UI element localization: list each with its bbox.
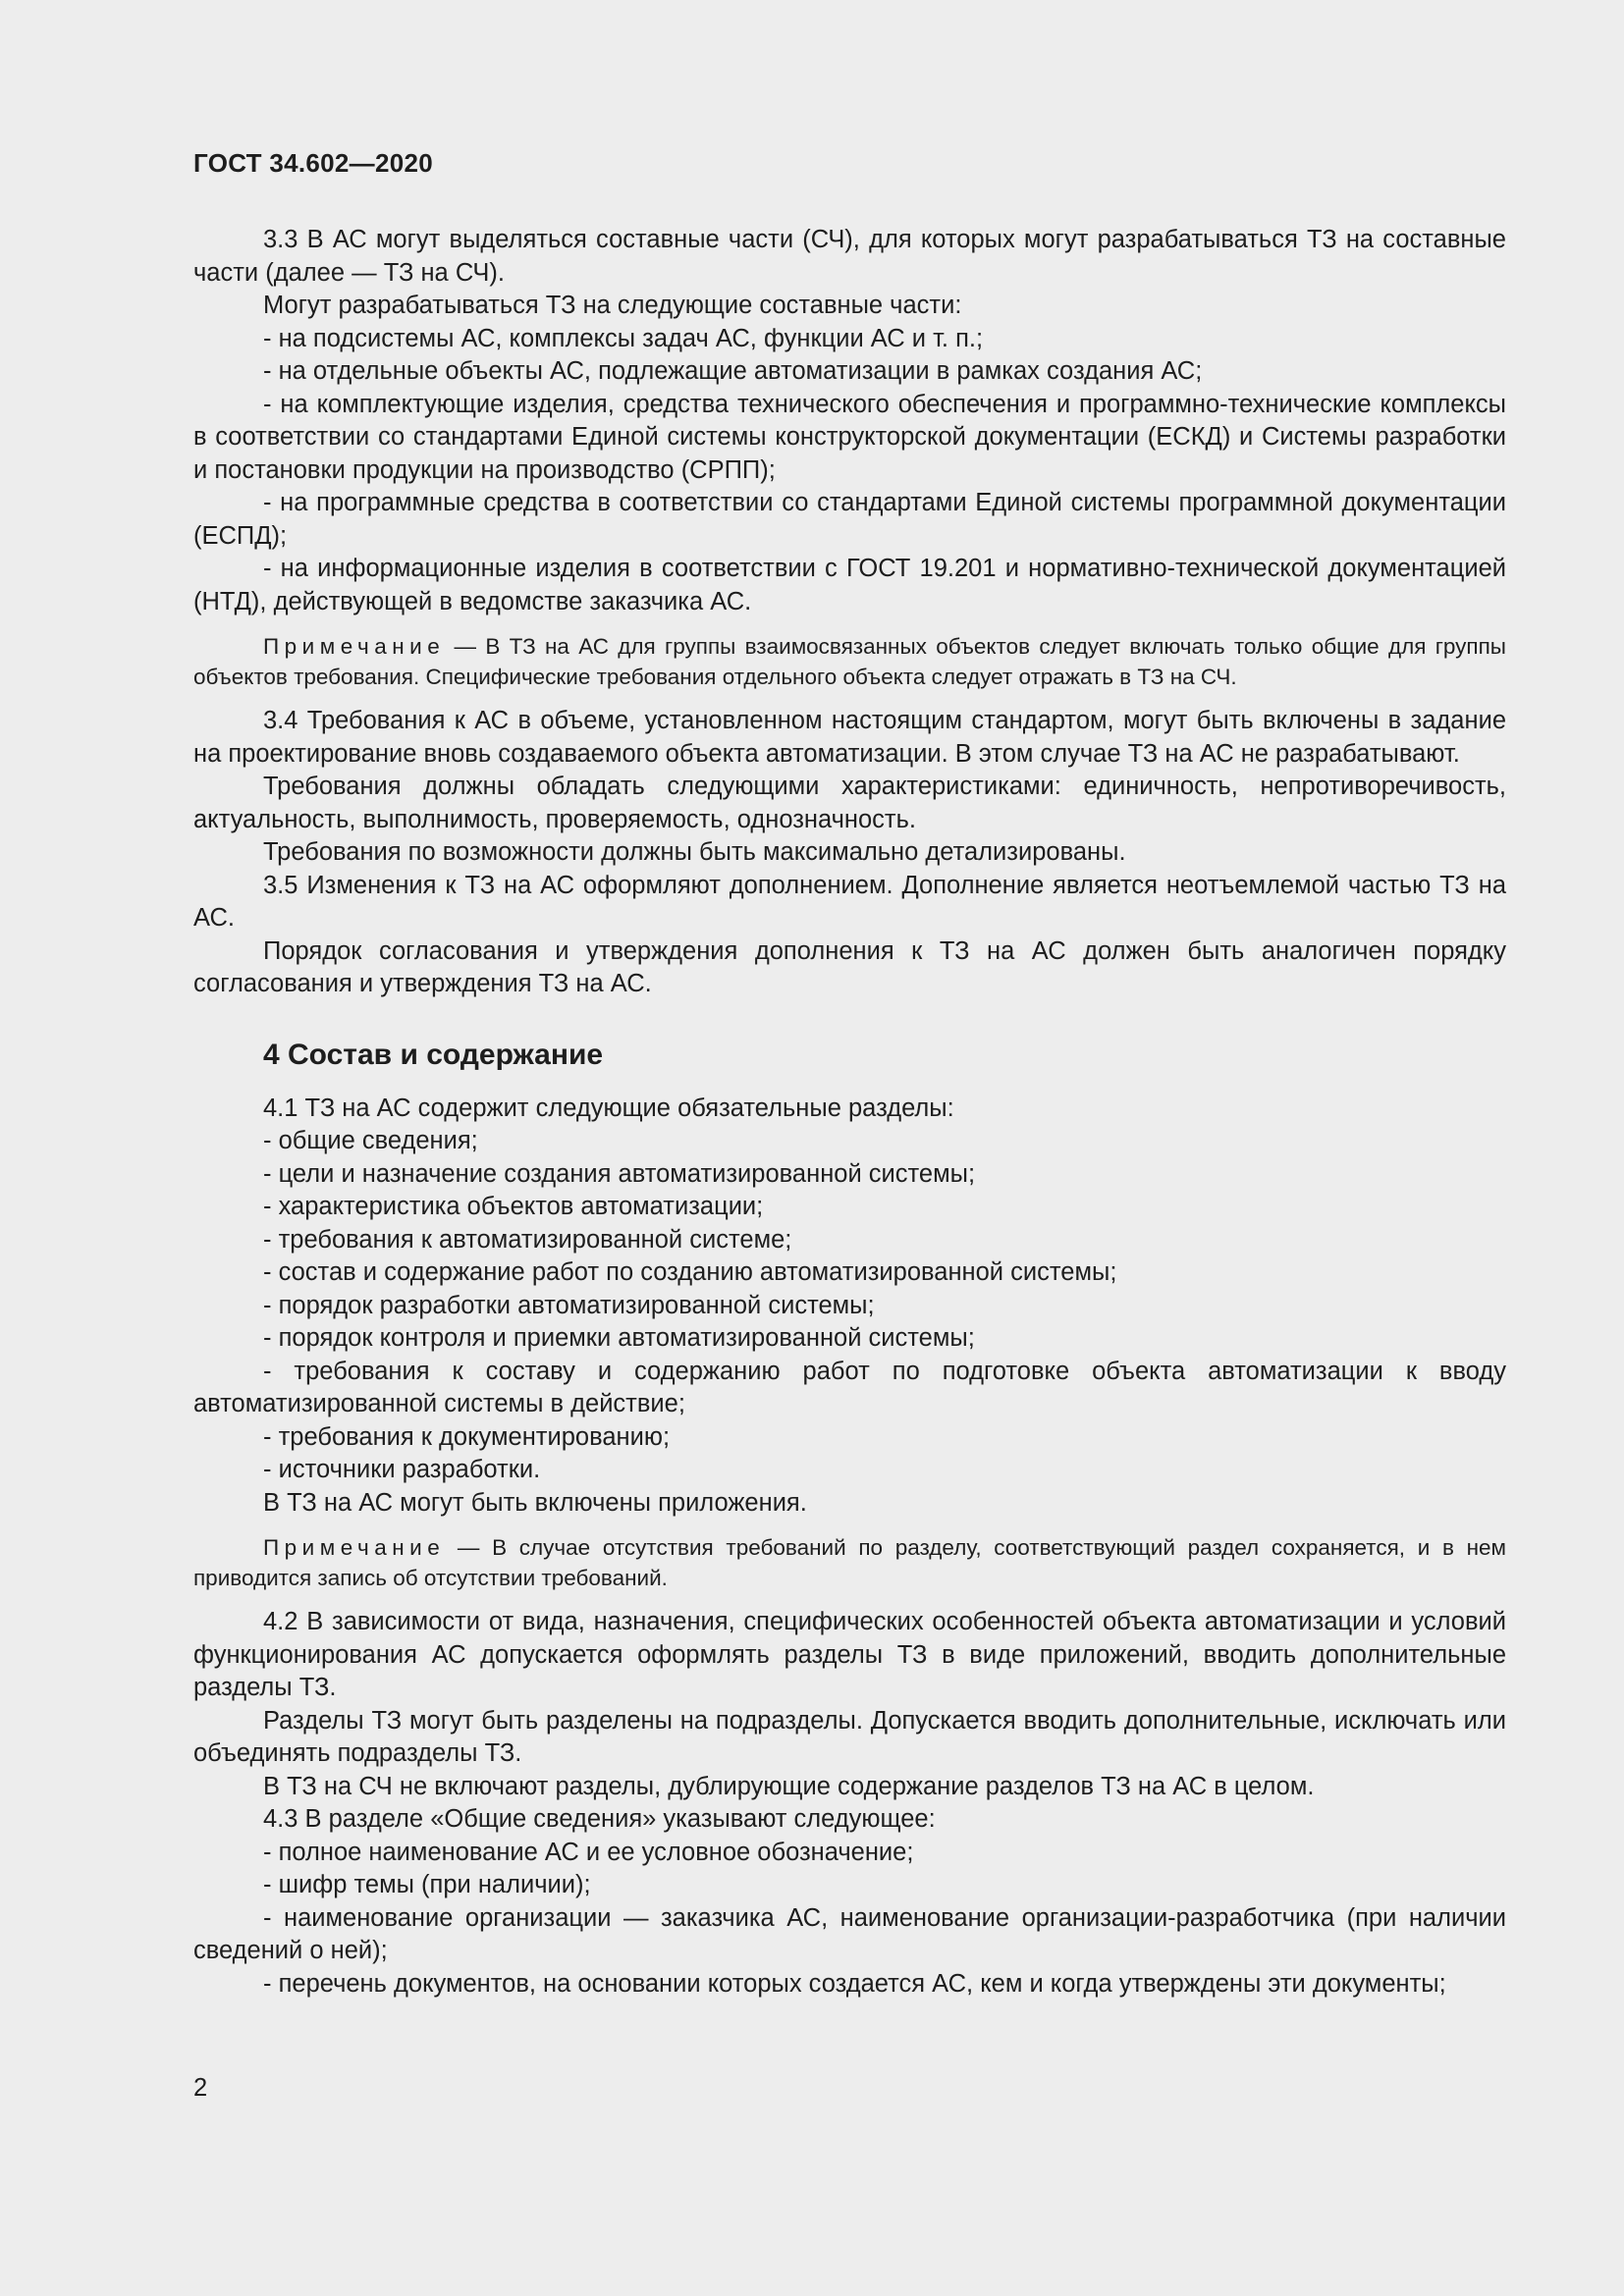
list-item: - источники разработки.: [263, 1456, 541, 1483]
paragraph: В ТЗ на СЧ не включают разделы, дублирующие содержание разделов ТЗ на АС в целом.: [263, 1772, 1315, 1800]
list-item: - состав и содержание работ по созданию автоматизированной системы;: [263, 1258, 1117, 1286]
note: Примечание — В случае отсутствия требований по разделу, соответствующий раздел сохраняется, и в нем приводится запись об отсутствии требований.: [193, 1535, 1506, 1590]
list-item: - перечень документов, на основании которых создается АС, кем и когда утверждены эти документы;: [263, 1969, 1446, 1998]
clause-3-4: 3.4 Требования к АС в объеме, установленном настоящим стандартом, могут быть включены в задание на проектирование вновь создаваемого объекта автоматизации. В этом случае ТЗ на АС не разрабатывают.: [193, 707, 1506, 768]
list-item: - шифр темы (при наличии);: [263, 1871, 591, 1898]
section-heading: 4 Состав и содержание: [263, 1038, 604, 1071]
document-body: [193, 224, 1506, 2001]
list-item: - порядок контроля и приемки автоматизированной системы;: [263, 1324, 975, 1352]
list-item: - наименование организации — заказчика АС, наименование организации-разработчика (при наличии сведений о ней);: [193, 1903, 1506, 1964]
list-item: - требования к автоматизированной системе;: [263, 1225, 792, 1254]
document-header: ГОСТ 34.602—2020: [193, 148, 434, 178]
clause-3-5: 3.5 Изменения к ТЗ на АС оформляют дополнением. Дополнение является неотъемлемой частью ТЗ на АС.: [193, 871, 1506, 932]
note: Примечание — В ТЗ на АС для группы взаимосвязанных объектов следует включать только общие для группы объектов требования. Специфические требования отдельного объекта следует отражать в ТЗ на СЧ.: [193, 634, 1506, 689]
list-item: - на отдельные объекты АС, подлежащие автоматизации в рамках создания АС;: [263, 357, 1203, 385]
page-number: 2: [193, 2074, 208, 2102]
note-text: В ТЗ на АС для группы взаимосвязанных объектов следует включать только общие для группы объектов требования. Специфические требования отдельного объекта следует отражать в ТЗ на СЧ.: [193, 634, 1506, 689]
list-item: - на программные средства в соответствии со стандартами Единой системы программной документации (ЕСПД);: [193, 489, 1506, 550]
paragraph: Разделы ТЗ могут быть разделены на подразделы. Допускается вводить дополнительные, исключать или объединять подразделы ТЗ.: [193, 1706, 1506, 1767]
list-item: - полное наименование АС и ее условное обозначение;: [263, 1838, 914, 1866]
clause-4-2: 4.2 В зависимости от вида, назначения, специфических особенностей объекта автоматизации и условий функционирования АС допускается оформлять разделы ТЗ в виде приложений, вводить дополнительные разделы ТЗ.: [193, 1608, 1506, 1701]
paragraph: Могут разрабатываться ТЗ на следующие составные части:: [263, 292, 962, 319]
list-item: - характеристика объектов автоматизации;: [263, 1193, 764, 1220]
list-item: - порядок разработки автоматизированной системы;: [263, 1291, 875, 1319]
paragraph: Порядок согласования и утверждения дополнения к ТЗ на АС должен быть аналогичен порядку согласования и утверждения ТЗ на АС.: [193, 936, 1506, 997]
list-item: - цели и назначение создания автоматизированной системы;: [263, 1159, 976, 1188]
list-item: - на комплектующие изделия, средства технического обеспечения и программно-технические комплексы в соответствии со стандартами Единой системы конструкторской документации (ЕСКД) и Системы разработки и постановки продукции на производство (СРПП);: [193, 390, 1506, 484]
list-item: - требования к документированию;: [263, 1422, 671, 1451]
list-item: - требования к составу и содержанию работ по подготовке объекта автоматизации к вводу автоматизированной системы в действие;: [193, 1357, 1506, 1417]
note-text: В случае отсутствия требований по разделу, соответствующий раздел сохраняется, и в нем приводится запись об отсутствии требований.: [193, 1535, 1506, 1590]
note-label: Примечание: [263, 634, 446, 659]
list-item: - на информационные изделия в соответствии с ГОСТ 19.201 и нормативно-технической документацией (НТД), действующей в ведомстве заказчика АС.: [193, 555, 1506, 615]
clause-4-3: 4.3 В разделе «Общие сведения» указывают следующее:: [263, 1805, 936, 1833]
note-label: Примечание: [263, 1535, 446, 1560]
paragraph: Требования по возможности должны быть максимально детализированы.: [263, 838, 1126, 866]
paragraph: Требования должны обладать следующими характеристиками: единичность, непротиворечивость, актуальность, выполнимость, проверяемость, однозначность.: [193, 773, 1506, 833]
list-item: - общие сведения;: [263, 1127, 478, 1154]
list-item: - на подсистемы АС, комплексы задач АС, функции АС и т. п.;: [263, 324, 984, 352]
clause-3-3: 3.3 В АС могут выделяться составные части (СЧ), для которых могут разрабатываться ТЗ на составные части (далее — ТЗ на СЧ).: [193, 226, 1506, 287]
clause-4-1: 4.1 ТЗ на АС содержит следующие обязательные разделы:: [263, 1094, 954, 1122]
paragraph: В ТЗ на АС могут быть включены приложения.: [263, 1488, 807, 1517]
